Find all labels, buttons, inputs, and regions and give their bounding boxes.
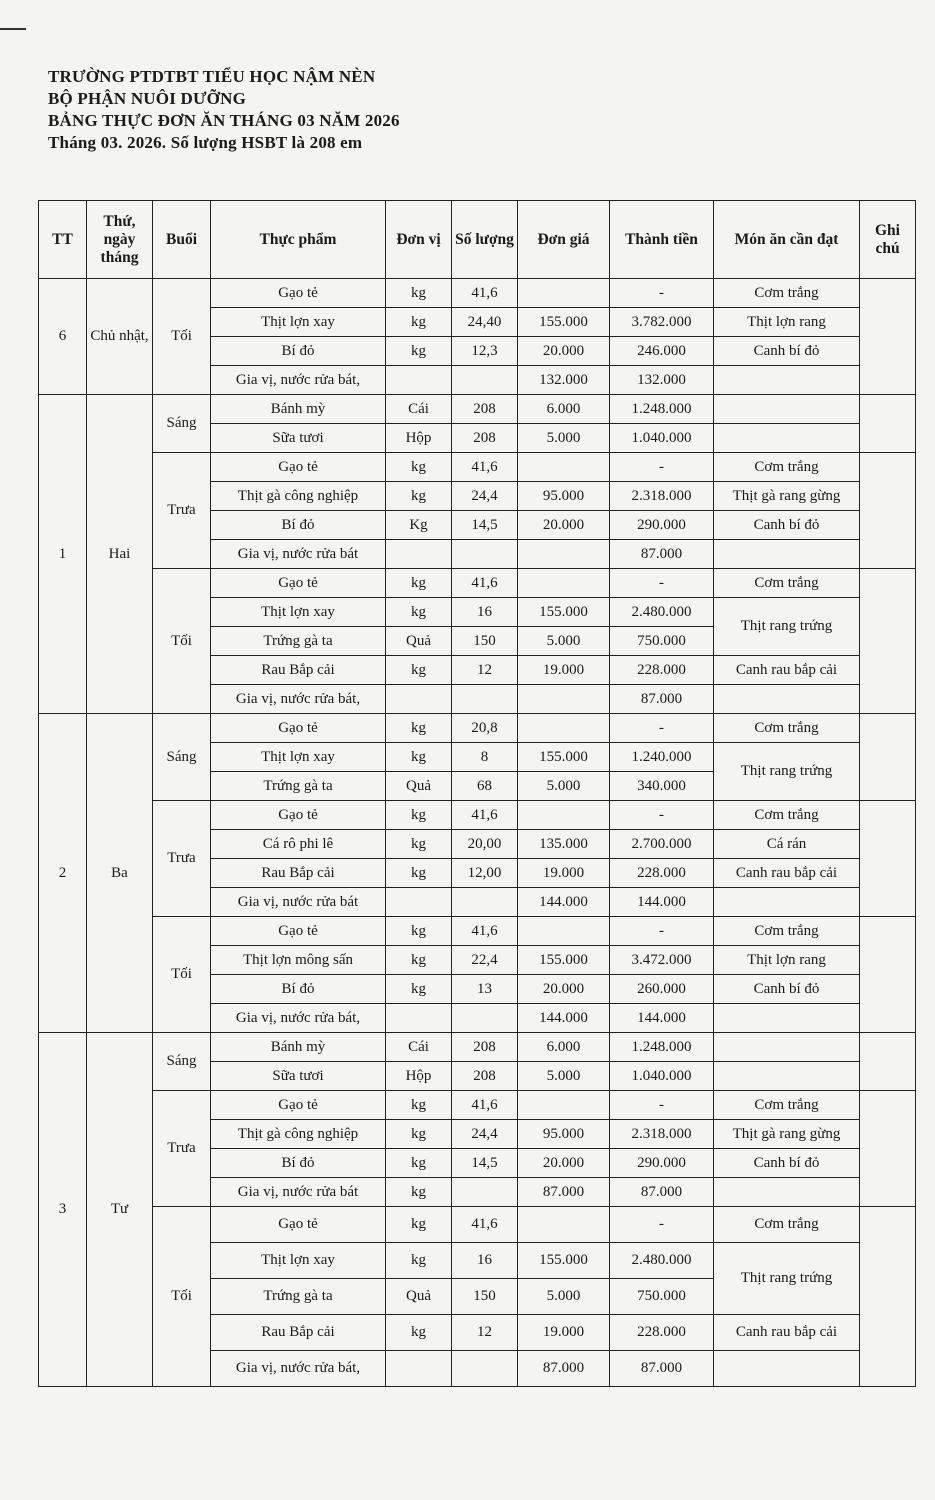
unit-price: 6.000 bbox=[518, 1033, 610, 1062]
table-row bbox=[39, 1207, 916, 1243]
amount: 1.240.000 bbox=[610, 743, 714, 772]
amount: 228.000 bbox=[610, 859, 714, 888]
food-name: Thịt gà công nghiệp bbox=[211, 482, 386, 511]
unit: kg bbox=[386, 656, 452, 685]
unit: Quả bbox=[386, 772, 452, 801]
amount: 1.248.000 bbox=[610, 1033, 714, 1062]
dish-name: Thịt rang trứng bbox=[714, 743, 860, 801]
unit-price: 19.000 bbox=[518, 656, 610, 685]
unit-price bbox=[518, 1207, 610, 1243]
food-name: Gạo tẻ bbox=[211, 1091, 386, 1120]
dish-name bbox=[714, 1062, 860, 1091]
quantity: 24,40 bbox=[452, 308, 518, 337]
unit-price: 87.000 bbox=[518, 1351, 610, 1387]
dish-name bbox=[714, 1033, 860, 1062]
session-name: Tối bbox=[153, 917, 211, 1033]
amount: 260.000 bbox=[610, 975, 714, 1004]
dish-name: Canh rau bắp cải bbox=[714, 656, 860, 685]
table-row bbox=[39, 801, 916, 830]
unit: Quả bbox=[386, 627, 452, 656]
unit-price bbox=[518, 801, 610, 830]
col-header-food: Thực phẩm bbox=[211, 201, 386, 279]
school-name: TRƯỜNG PTDTBT TIỂU HỌC NẬM NÈN bbox=[48, 67, 376, 86]
quantity bbox=[452, 1178, 518, 1207]
unit-price: 19.000 bbox=[518, 859, 610, 888]
menu-table bbox=[38, 200, 916, 1387]
food-name: Bí đỏ bbox=[211, 1149, 386, 1178]
col-header-session: Buổi bbox=[153, 201, 211, 279]
food-name: Thịt lợn xay bbox=[211, 308, 386, 337]
quantity: 16 bbox=[452, 598, 518, 627]
unit-price: 155.000 bbox=[518, 1243, 610, 1279]
row-number: 6 bbox=[39, 279, 87, 395]
col-header-price: Đơn giá bbox=[518, 201, 610, 279]
table-row bbox=[39, 569, 916, 598]
amount: - bbox=[610, 1207, 714, 1243]
amount: 1.248.000 bbox=[610, 395, 714, 424]
unit: kg bbox=[386, 801, 452, 830]
quantity bbox=[452, 888, 518, 917]
quantity: 12,3 bbox=[452, 337, 518, 366]
food-name: Gạo tẻ bbox=[211, 279, 386, 308]
quantity bbox=[452, 1351, 518, 1387]
quantity bbox=[452, 540, 518, 569]
unit: Kg bbox=[386, 511, 452, 540]
unit: kg bbox=[386, 598, 452, 627]
amount: - bbox=[610, 1091, 714, 1120]
amount: 144.000 bbox=[610, 1004, 714, 1033]
row-number: 1 bbox=[39, 395, 87, 714]
session-name: Trưa bbox=[153, 453, 211, 569]
table-row bbox=[39, 1091, 916, 1120]
document-header bbox=[48, 66, 400, 154]
food-name: Gạo tẻ bbox=[211, 801, 386, 830]
unit-price: 144.000 bbox=[518, 1004, 610, 1033]
unit-price: 19.000 bbox=[518, 1315, 610, 1351]
unit-price: 5.000 bbox=[518, 772, 610, 801]
food-name: Sữa tươi bbox=[211, 1062, 386, 1091]
quantity: 208 bbox=[452, 395, 518, 424]
food-name: Gạo tẻ bbox=[211, 714, 386, 743]
quantity: 20,00 bbox=[452, 830, 518, 859]
unit: kg bbox=[386, 337, 452, 366]
dish-name: Thịt rang trứng bbox=[714, 1243, 860, 1315]
unit-price: 5.000 bbox=[518, 627, 610, 656]
quantity: 20,8 bbox=[452, 714, 518, 743]
unit-price: 95.000 bbox=[518, 1120, 610, 1149]
amount: 750.000 bbox=[610, 627, 714, 656]
unit: Hộp bbox=[386, 424, 452, 453]
unit-price: 95.000 bbox=[518, 482, 610, 511]
session-name: Tối bbox=[153, 279, 211, 395]
unit: kg bbox=[386, 975, 452, 1004]
unit: kg bbox=[386, 279, 452, 308]
unit-price bbox=[518, 917, 610, 946]
dish-name: Cơm trắng bbox=[714, 279, 860, 308]
col-header-unit: Đơn vị bbox=[386, 201, 452, 279]
amount: 1.040.000 bbox=[610, 1062, 714, 1091]
unit: kg bbox=[386, 1178, 452, 1207]
unit-price: 20.000 bbox=[518, 511, 610, 540]
food-name: Thịt lợn xay bbox=[211, 1243, 386, 1279]
day-name: Tư bbox=[87, 1033, 153, 1387]
food-name: Bánh mỳ bbox=[211, 395, 386, 424]
unit-price: 6.000 bbox=[518, 395, 610, 424]
amount: 246.000 bbox=[610, 337, 714, 366]
session-name: Tối bbox=[153, 1207, 211, 1387]
unit-price bbox=[518, 569, 610, 598]
col-header-note: Ghi chú bbox=[860, 201, 916, 279]
session-name: Sáng bbox=[153, 714, 211, 801]
amount: 87.000 bbox=[610, 685, 714, 714]
unit-price bbox=[518, 685, 610, 714]
food-name: Thịt lợn xay bbox=[211, 743, 386, 772]
unit-price bbox=[518, 540, 610, 569]
dish-name: Cơm trắng bbox=[714, 801, 860, 830]
unit-price: 5.000 bbox=[518, 1279, 610, 1315]
dish-name: Cơm trắng bbox=[714, 569, 860, 598]
note-cell bbox=[860, 714, 916, 801]
amount: - bbox=[610, 569, 714, 598]
table-header-row bbox=[39, 201, 916, 279]
dish-name bbox=[714, 1351, 860, 1387]
dish-name bbox=[714, 685, 860, 714]
food-name: Trứng gà ta bbox=[211, 772, 386, 801]
quantity: 16 bbox=[452, 1243, 518, 1279]
unit: Quả bbox=[386, 1279, 452, 1315]
quantity: 14,5 bbox=[452, 511, 518, 540]
session-name: Trưa bbox=[153, 801, 211, 917]
dish-name: Cá rán bbox=[714, 830, 860, 859]
quantity: 12,00 bbox=[452, 859, 518, 888]
note-cell bbox=[860, 1207, 916, 1387]
dish-name: Canh bí đỏ bbox=[714, 511, 860, 540]
dish-name bbox=[714, 366, 860, 395]
unit: kg bbox=[386, 1243, 452, 1279]
note-cell bbox=[860, 395, 916, 453]
unit bbox=[386, 366, 452, 395]
food-name: Gia vị, nước rửa bát bbox=[211, 888, 386, 917]
unit-price bbox=[518, 1091, 610, 1120]
dish-name: Thịt lợn rang bbox=[714, 946, 860, 975]
amount: 2.480.000 bbox=[610, 598, 714, 627]
food-name: Rau Bắp cải bbox=[211, 859, 386, 888]
amount: 132.000 bbox=[610, 366, 714, 395]
amount: - bbox=[610, 714, 714, 743]
col-header-tt: TT bbox=[39, 201, 87, 279]
note-cell bbox=[860, 279, 916, 395]
unit bbox=[386, 888, 452, 917]
amount: 3.782.000 bbox=[610, 308, 714, 337]
food-name: Trứng gà ta bbox=[211, 627, 386, 656]
amount: 87.000 bbox=[610, 1351, 714, 1387]
amount: 290.000 bbox=[610, 511, 714, 540]
food-name: Bánh mỳ bbox=[211, 1033, 386, 1062]
unit bbox=[386, 540, 452, 569]
unit-price: 5.000 bbox=[518, 424, 610, 453]
amount: - bbox=[610, 279, 714, 308]
session-name: Tối bbox=[153, 569, 211, 714]
food-name: Gạo tẻ bbox=[211, 1207, 386, 1243]
food-name: Trứng gà ta bbox=[211, 1279, 386, 1315]
table-row bbox=[39, 714, 916, 743]
col-header-dish: Món ăn cần đạt bbox=[714, 201, 860, 279]
amount: 87.000 bbox=[610, 540, 714, 569]
quantity: 14,5 bbox=[452, 1149, 518, 1178]
unit: kg bbox=[386, 1315, 452, 1351]
quantity: 208 bbox=[452, 1062, 518, 1091]
unit: kg bbox=[386, 714, 452, 743]
unit: kg bbox=[386, 830, 452, 859]
row-number: 3 bbox=[39, 1033, 87, 1387]
food-name: Bí đỏ bbox=[211, 337, 386, 366]
dish-name bbox=[714, 1004, 860, 1033]
food-name: Bí đỏ bbox=[211, 511, 386, 540]
quantity: 208 bbox=[452, 1033, 518, 1062]
day-name: Ba bbox=[87, 714, 153, 1033]
dish-name bbox=[714, 424, 860, 453]
amount: 290.000 bbox=[610, 1149, 714, 1178]
dish-name bbox=[714, 1178, 860, 1207]
unit bbox=[386, 1351, 452, 1387]
food-name: Gia vị, nước rửa bát, bbox=[211, 366, 386, 395]
quantity: 41,6 bbox=[452, 917, 518, 946]
dish-name: Cơm trắng bbox=[714, 1207, 860, 1243]
menu-table-body bbox=[39, 279, 916, 1387]
dish-name: Thịt rang trứng bbox=[714, 598, 860, 656]
unit-price: 155.000 bbox=[518, 946, 610, 975]
food-name: Gia vị, nước rửa bát, bbox=[211, 1004, 386, 1033]
unit-price: 87.000 bbox=[518, 1178, 610, 1207]
food-name: Sữa tươi bbox=[211, 424, 386, 453]
food-name: Rau Bắp cải bbox=[211, 656, 386, 685]
food-name: Thịt lợn mông sấn bbox=[211, 946, 386, 975]
note-cell bbox=[860, 917, 916, 1033]
dish-name: Cơm trắng bbox=[714, 453, 860, 482]
food-name: Bí đỏ bbox=[211, 975, 386, 1004]
unit-price: 20.000 bbox=[518, 1149, 610, 1178]
dish-name bbox=[714, 395, 860, 424]
quantity bbox=[452, 685, 518, 714]
unit: kg bbox=[386, 308, 452, 337]
quantity: 24,4 bbox=[452, 1120, 518, 1149]
dish-name: Cơm trắng bbox=[714, 714, 860, 743]
food-name: Rau Bắp cải bbox=[211, 1315, 386, 1351]
amount: 144.000 bbox=[610, 888, 714, 917]
food-name: Gia vị, nước rửa bát, bbox=[211, 685, 386, 714]
amount: 340.000 bbox=[610, 772, 714, 801]
dish-name: Cơm trắng bbox=[714, 917, 860, 946]
unit-price bbox=[518, 453, 610, 482]
quantity: 68 bbox=[452, 772, 518, 801]
amount: 3.472.000 bbox=[610, 946, 714, 975]
food-name: Thịt lợn xay bbox=[211, 598, 386, 627]
note-cell bbox=[860, 453, 916, 569]
quantity: 8 bbox=[452, 743, 518, 772]
unit: kg bbox=[386, 1149, 452, 1178]
dish-name: Canh rau bắp cải bbox=[714, 1315, 860, 1351]
food-name: Gia vị, nước rửa bát, bbox=[211, 1351, 386, 1387]
quantity: 22,4 bbox=[452, 946, 518, 975]
unit: kg bbox=[386, 569, 452, 598]
unit: kg bbox=[386, 743, 452, 772]
amount: 2.480.000 bbox=[610, 1243, 714, 1279]
unit: kg bbox=[386, 1120, 452, 1149]
quantity: 12 bbox=[452, 1315, 518, 1351]
unit-price: 20.000 bbox=[518, 975, 610, 1004]
unit: kg bbox=[386, 946, 452, 975]
col-header-amount: Thành tiền bbox=[610, 201, 714, 279]
table-row bbox=[39, 453, 916, 482]
quantity: 41,6 bbox=[452, 279, 518, 308]
day-name: Hai bbox=[87, 395, 153, 714]
food-name: Thịt gà công nghiệp bbox=[211, 1120, 386, 1149]
unit-price: 5.000 bbox=[518, 1062, 610, 1091]
quantity: 12 bbox=[452, 656, 518, 685]
unit-price: 135.000 bbox=[518, 830, 610, 859]
unit-price: 20.000 bbox=[518, 337, 610, 366]
quantity: 41,6 bbox=[452, 801, 518, 830]
table-row bbox=[39, 395, 916, 424]
unit: kg bbox=[386, 1091, 452, 1120]
food-name: Gạo tẻ bbox=[211, 453, 386, 482]
amount: 2.700.000 bbox=[610, 830, 714, 859]
quantity: 41,6 bbox=[452, 1091, 518, 1120]
unit-price: 132.000 bbox=[518, 366, 610, 395]
quantity bbox=[452, 1004, 518, 1033]
unit: kg bbox=[386, 917, 452, 946]
dish-name: Thịt lợn rang bbox=[714, 308, 860, 337]
unit bbox=[386, 685, 452, 714]
quantity: 41,6 bbox=[452, 1207, 518, 1243]
session-name: Trưa bbox=[153, 1091, 211, 1207]
note-cell bbox=[860, 801, 916, 917]
unit bbox=[386, 1004, 452, 1033]
unit: kg bbox=[386, 482, 452, 511]
dish-name: Canh bí đỏ bbox=[714, 337, 860, 366]
quantity: 208 bbox=[452, 424, 518, 453]
amount: - bbox=[610, 453, 714, 482]
dish-name: Thịt gà rang gừng bbox=[714, 482, 860, 511]
note-cell bbox=[860, 1091, 916, 1207]
quantity: 150 bbox=[452, 627, 518, 656]
day-name: Chủ nhật, bbox=[87, 279, 153, 395]
dish-name bbox=[714, 540, 860, 569]
unit-price: 155.000 bbox=[518, 308, 610, 337]
dish-name bbox=[714, 888, 860, 917]
document-title: BẢNG THỰC ĐƠN ĂN THÁNG 03 NĂM 2026 bbox=[48, 111, 400, 130]
food-name: Cá rô phi lê bbox=[211, 830, 386, 859]
amount: - bbox=[610, 801, 714, 830]
dish-name: Cơm trắng bbox=[714, 1091, 860, 1120]
row-number: 2 bbox=[39, 714, 87, 1033]
dish-name: Thịt gà rang gừng bbox=[714, 1120, 860, 1149]
unit-price: 155.000 bbox=[518, 598, 610, 627]
unit: Cái bbox=[386, 395, 452, 424]
document-subtitle: Tháng 03. 2026. Số lượng HSBT là 208 em bbox=[48, 133, 363, 152]
col-header-qty: Số lượng bbox=[452, 201, 518, 279]
amount: 750.000 bbox=[610, 1279, 714, 1315]
unit: kg bbox=[386, 1207, 452, 1243]
amount: 228.000 bbox=[610, 656, 714, 685]
unit: kg bbox=[386, 453, 452, 482]
dish-name: Canh bí đỏ bbox=[714, 1149, 860, 1178]
dish-name: Canh bí đỏ bbox=[714, 975, 860, 1004]
col-header-date: Thứ, ngày tháng bbox=[87, 201, 153, 279]
department-name: BỘ PHẬN NUÔI DƯỠNG bbox=[48, 89, 246, 108]
unit-price: 144.000 bbox=[518, 888, 610, 917]
table-row bbox=[39, 1033, 916, 1062]
amount: 228.000 bbox=[610, 1315, 714, 1351]
food-name: Gạo tẻ bbox=[211, 917, 386, 946]
unit-price bbox=[518, 714, 610, 743]
quantity: 13 bbox=[452, 975, 518, 1004]
session-name: Sáng bbox=[153, 1033, 211, 1091]
unit-price: 155.000 bbox=[518, 743, 610, 772]
food-name: Gạo tẻ bbox=[211, 569, 386, 598]
session-name: Sáng bbox=[153, 395, 211, 453]
table-row bbox=[39, 917, 916, 946]
food-name: Gia vị, nước rửa bát bbox=[211, 1178, 386, 1207]
quantity: 41,6 bbox=[452, 569, 518, 598]
amount: 2.318.000 bbox=[610, 1120, 714, 1149]
food-name: Gia vị, nước rửa bát bbox=[211, 540, 386, 569]
table-row bbox=[39, 279, 916, 308]
quantity: 150 bbox=[452, 1279, 518, 1315]
note-cell bbox=[860, 1033, 916, 1091]
amount: 87.000 bbox=[610, 1178, 714, 1207]
unit-price bbox=[518, 279, 610, 308]
amount: - bbox=[610, 917, 714, 946]
unit: Hộp bbox=[386, 1062, 452, 1091]
page-edge-mark bbox=[0, 28, 26, 30]
quantity: 24,4 bbox=[452, 482, 518, 511]
amount: 2.318.000 bbox=[610, 482, 714, 511]
note-cell bbox=[860, 569, 916, 714]
amount: 1.040.000 bbox=[610, 424, 714, 453]
quantity bbox=[452, 366, 518, 395]
unit: kg bbox=[386, 859, 452, 888]
unit: Cái bbox=[386, 1033, 452, 1062]
dish-name: Canh rau bắp cải bbox=[714, 859, 860, 888]
quantity: 41,6 bbox=[452, 453, 518, 482]
